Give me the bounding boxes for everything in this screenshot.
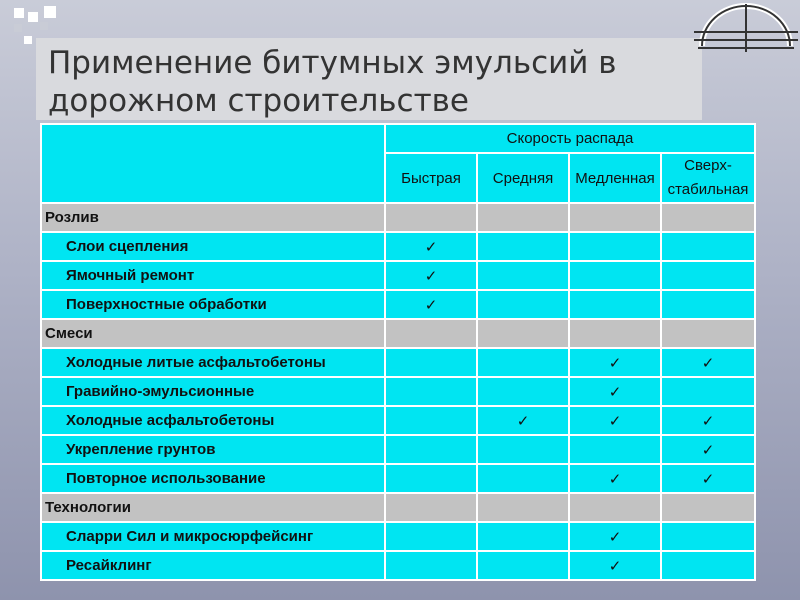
category-cell (569, 319, 661, 348)
check-cell (569, 464, 661, 493)
checkmark-icon: ✓ (424, 238, 438, 256)
row-label: Ямочный ремонт (41, 261, 385, 290)
category-cell (385, 319, 477, 348)
category-cell (569, 493, 661, 522)
check-cell (477, 232, 569, 261)
checkmark-icon: ✓ (608, 354, 622, 372)
checkmark-icon: ✓ (424, 267, 438, 285)
check-cell (385, 348, 477, 377)
checkmark-icon: ✓ (424, 296, 438, 314)
check-cell (385, 435, 477, 464)
checkmark-icon: ✓ (608, 383, 622, 401)
row-label: Холодные асфальтобетоны (41, 406, 385, 435)
table-row (41, 551, 755, 580)
decor-square (40, 22, 48, 30)
checkmark-icon: ✓ (608, 528, 622, 546)
decor-square (28, 12, 38, 22)
check-cell (569, 290, 661, 319)
decor-square (14, 8, 24, 18)
check-cell (385, 464, 477, 493)
check-cell (661, 261, 755, 290)
check-cell (661, 464, 755, 493)
column-header: Медленная (569, 153, 661, 203)
category-cell (385, 203, 477, 232)
table-row (41, 261, 755, 290)
check-cell (569, 232, 661, 261)
category-row (41, 203, 755, 232)
check-cell (569, 348, 661, 377)
check-cell (477, 377, 569, 406)
category-cell (661, 203, 755, 232)
emulsion-table (40, 123, 756, 581)
row-label: Слои сцепления (41, 232, 385, 261)
table-row (41, 348, 755, 377)
decor-square (44, 6, 56, 18)
check-cell (569, 435, 661, 464)
dome-logo-icon (694, 2, 798, 52)
check-cell (477, 551, 569, 580)
check-cell (385, 232, 477, 261)
check-cell (385, 522, 477, 551)
check-cell (661, 377, 755, 406)
checkmark-icon: ✓ (608, 412, 622, 430)
header-empty-cell (41, 124, 385, 203)
check-cell (477, 261, 569, 290)
check-cell (477, 406, 569, 435)
category-cell (477, 203, 569, 232)
row-label: Сларри Сил и микросюрфейсинг (41, 522, 385, 551)
check-cell (661, 522, 755, 551)
check-cell (385, 551, 477, 580)
check-cell (661, 406, 755, 435)
check-cell (477, 348, 569, 377)
row-label: Поверхностные обработки (41, 290, 385, 319)
row-label: Ресайклинг (41, 551, 385, 580)
category-cell (385, 493, 477, 522)
category-label: Смеси (41, 319, 385, 348)
check-cell (661, 551, 755, 580)
check-cell (477, 435, 569, 464)
checkmark-icon: ✓ (701, 354, 715, 372)
checkmark-icon: ✓ (701, 470, 715, 488)
table-row (41, 406, 755, 435)
check-cell (661, 290, 755, 319)
table-row (41, 522, 755, 551)
decor-square (24, 36, 32, 44)
row-label: Гравийно-эмульсионные (41, 377, 385, 406)
category-label: Розлив (41, 203, 385, 232)
checkmark-icon: ✓ (516, 412, 530, 430)
category-row (41, 493, 755, 522)
table-row (41, 435, 755, 464)
check-cell (569, 377, 661, 406)
check-cell (385, 261, 477, 290)
category-cell (661, 493, 755, 522)
check-cell (661, 348, 755, 377)
page-title: Применение битумных эмульсий в дорожном строительстве (48, 45, 617, 119)
check-cell (661, 232, 755, 261)
table-row (41, 377, 755, 406)
category-cell (569, 203, 661, 232)
column-header: Средняя (477, 153, 569, 203)
check-cell (385, 290, 477, 319)
row-label: Укрепление грунтов (41, 435, 385, 464)
category-cell (477, 493, 569, 522)
row-label: Холодные литые асфальтобетоны (41, 348, 385, 377)
column-header: Быстрая (385, 153, 477, 203)
checkmark-icon: ✓ (608, 557, 622, 575)
table-row (41, 464, 755, 493)
check-cell (569, 261, 661, 290)
check-cell (661, 435, 755, 464)
column-header-text: Сверх-стабильная (667, 157, 749, 198)
table-row (41, 232, 755, 261)
category-cell (477, 319, 569, 348)
row-label: Повторное использование (41, 464, 385, 493)
checkmark-icon: ✓ (608, 470, 622, 488)
table-row (41, 290, 755, 319)
check-cell (477, 290, 569, 319)
check-cell (569, 551, 661, 580)
checkmark-icon: ✓ (701, 441, 715, 459)
column-header (661, 153, 755, 203)
check-cell (569, 406, 661, 435)
category-row (41, 319, 755, 348)
check-cell (477, 522, 569, 551)
check-cell (569, 522, 661, 551)
checkmark-icon: ✓ (701, 412, 715, 430)
check-cell (385, 406, 477, 435)
check-cell (477, 464, 569, 493)
header-group-cell: Скорость распада (385, 124, 755, 153)
check-cell (385, 377, 477, 406)
category-label: Технологии (41, 493, 385, 522)
decor-square (14, 24, 22, 32)
category-cell (661, 319, 755, 348)
